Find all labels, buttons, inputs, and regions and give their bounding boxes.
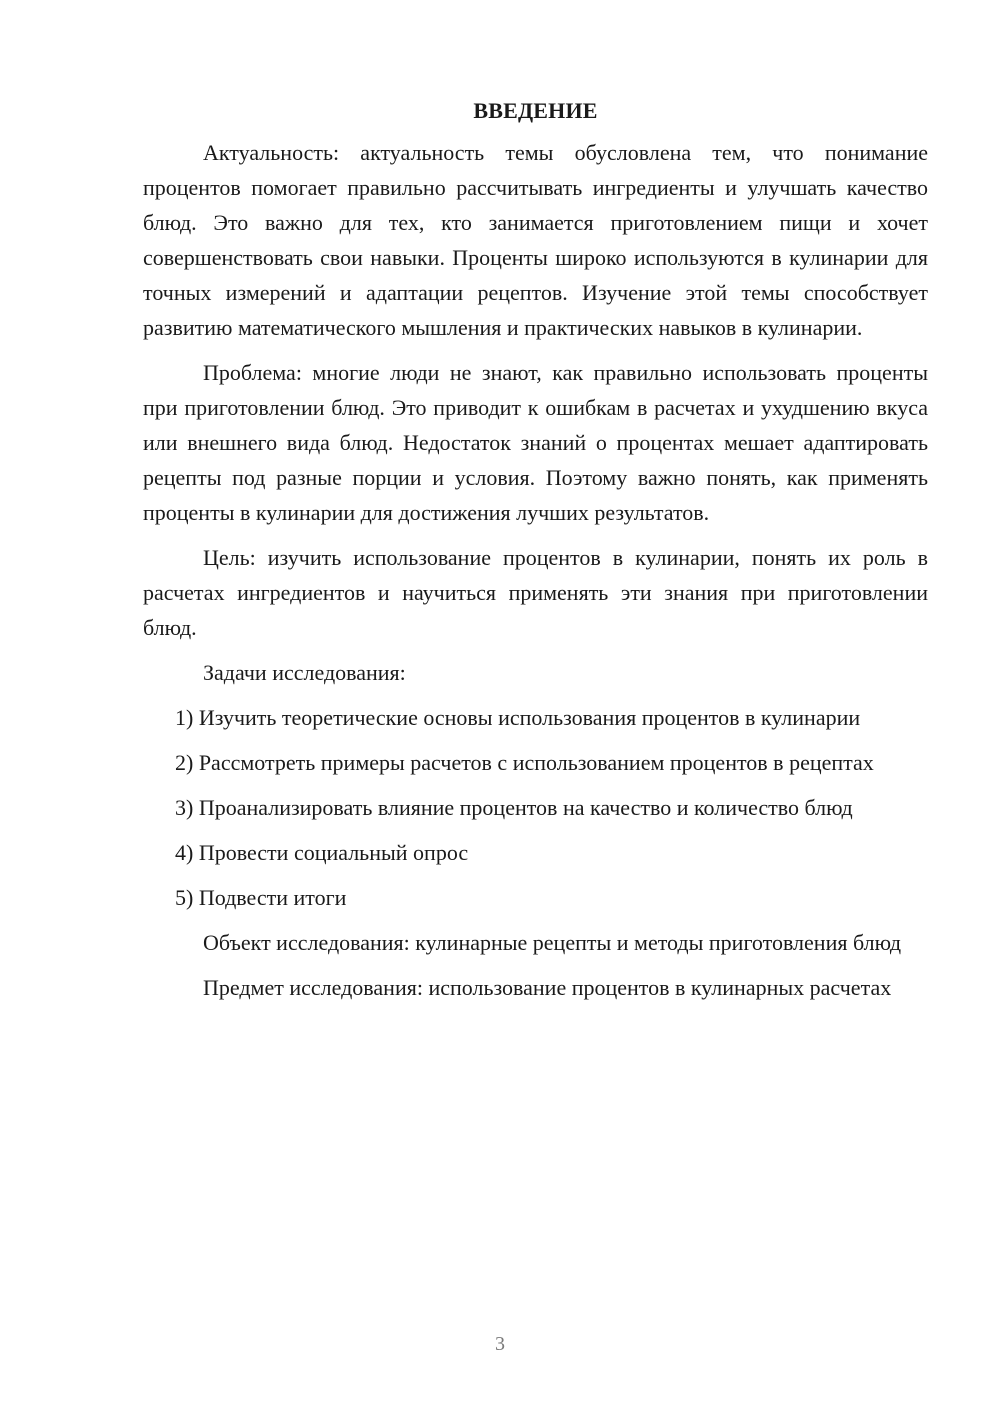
page-number: 3 xyxy=(495,1333,505,1355)
problem-paragraph: Проблема: многие люди не знают, как правильно использовать проценты при приготовлении блюд. Это приводит к ошибкам в расчетах и ухудшению вкуса или внешнего вида блюд. Недостаток знаний о процентах мешает адаптировать рецепты под разные порции и условия. Поэтому важно понять, как применять проценты в кулинарии для достижения лучших результатов. xyxy=(143,360,928,525)
goal-paragraph: Цель: изучить использование процентов в кулинарии, понять их роль в расчетах ингредиентов и научиться применять эти знания при приготовлении блюд. xyxy=(143,545,928,640)
subject-paragraph: Предмет исследования: использование процентов в кулинарных расчетах xyxy=(203,975,892,1000)
object-paragraph: Объект исследования: кулинарные рецепты и методы приготовления блюд xyxy=(203,930,902,955)
task-item-4: 4) Провести социальный опрос xyxy=(175,840,469,865)
task-item-2: 2) Рассмотреть примеры расчетов с использованием процентов в рецептах xyxy=(175,750,874,775)
relevance-paragraph: Актуальность: актуальность темы обусловлена тем, что понимание процентов помогает правильно рассчитывать ингредиенты и улучшать качество блюд. Это важно для тех, кто занимается приготовлением пищи и хочет совершенствовать свои навыки. Проценты широко используются в кулинарии для точных измерений и адаптации рецептов. Изучение этой темы способствует развитию математического мышления и практических навыков в кулинарии. xyxy=(143,140,928,340)
task-item-1: 1) Изучить теоретические основы использования процентов в кулинарии xyxy=(175,705,861,730)
section-heading: ВВЕДЕНИЕ xyxy=(473,98,598,123)
task-item-5: 5) Подвести итоги xyxy=(175,885,347,910)
task-item-3: 3) Проанализировать влияние процентов на качество и количество блюд xyxy=(175,795,853,820)
document-page xyxy=(143,94,928,1005)
tasks-heading: Задачи исследования: xyxy=(203,660,406,685)
